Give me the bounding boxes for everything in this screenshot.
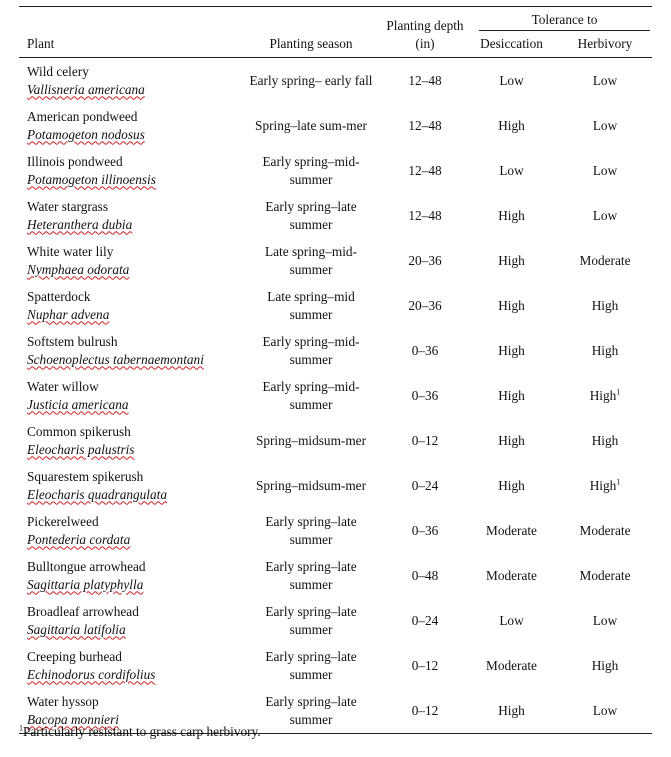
table-row bbox=[19, 598, 652, 643]
header-tolerance-group bbox=[465, 7, 652, 32]
herbivory-tolerance-cell bbox=[558, 508, 652, 553]
planting-depth-cell: 12–48 bbox=[408, 72, 442, 88]
planting-depth-cell: 0–24 bbox=[411, 477, 439, 493]
desiccation-tolerance-cell: Low bbox=[499, 612, 524, 628]
planting-depth-cell: 0–36 bbox=[411, 522, 439, 538]
herbivory-value: Low bbox=[592, 162, 618, 178]
herbivory-tolerance-cell bbox=[558, 643, 652, 688]
planting-depth-cell: 12–48 bbox=[408, 162, 442, 178]
plant-common-name: Pickerelweed bbox=[27, 513, 99, 529]
plant-common-name: Water hyssop bbox=[27, 693, 99, 709]
planting-season-cell: Spring–midsum-mer bbox=[255, 477, 367, 493]
plant-common-name: Spatterdock bbox=[27, 288, 91, 304]
herbivory-tolerance-cell bbox=[558, 193, 652, 238]
plant-scientific-name: Echinodorus cordifolius bbox=[27, 666, 156, 682]
planting-season-cell: Early spring–mid-summer bbox=[262, 378, 360, 412]
table-body bbox=[19, 58, 652, 734]
plant-scientific-name: Nymphaea odorata bbox=[27, 261, 130, 277]
planting-depth-cell: 0–36 bbox=[411, 342, 439, 358]
footnote-mark: 1 bbox=[19, 723, 23, 733]
desiccation-tolerance-cell: High bbox=[498, 432, 525, 448]
table-row bbox=[19, 193, 652, 238]
plant-common-name: Water stargrass bbox=[27, 198, 109, 214]
plant-cell bbox=[19, 508, 237, 553]
plant-common-name: Bulltongue arrowhead bbox=[27, 558, 146, 574]
desiccation-tolerance-cell: Low bbox=[499, 72, 524, 88]
plant-scientific-name: Eleocharis palustris bbox=[27, 441, 135, 457]
desiccation-tolerance-cell: High bbox=[498, 207, 525, 223]
footnote-reference: 1 bbox=[616, 387, 621, 397]
desiccation-tolerance-cell: Moderate bbox=[486, 567, 537, 583]
header-plant: Plant bbox=[19, 31, 237, 58]
herbivory-value: Moderate bbox=[579, 252, 631, 268]
herbivory-tolerance-cell bbox=[558, 418, 652, 463]
planting-depth-cell: 0–36 bbox=[411, 387, 439, 403]
plant-scientific-name: Potamogeton nodosus bbox=[27, 126, 145, 142]
desiccation-tolerance-cell: High bbox=[498, 117, 525, 133]
desiccation-tolerance-cell: Moderate bbox=[486, 522, 537, 538]
planting-season-cell: Early spring–late summer bbox=[237, 688, 385, 734]
herbivory-tolerance-cell bbox=[558, 463, 652, 508]
table-row bbox=[19, 148, 652, 193]
herbivory-tolerance-cell bbox=[558, 553, 652, 598]
table-row bbox=[19, 373, 652, 418]
herbivory-value: Low bbox=[592, 612, 618, 628]
desiccation-tolerance-cell: High bbox=[498, 477, 525, 493]
plant-cell bbox=[19, 328, 237, 373]
herbivory-tolerance-cell bbox=[558, 283, 652, 328]
plant-cell bbox=[19, 373, 237, 418]
herbivory-tolerance-cell bbox=[558, 58, 652, 104]
plant-scientific-name: Sagittaria latifolia bbox=[27, 621, 126, 637]
plant-common-name: White water lily bbox=[27, 243, 114, 259]
plant-cell bbox=[19, 148, 237, 193]
planting-depth-cell: 0–12 bbox=[411, 432, 439, 448]
table-row bbox=[19, 418, 652, 463]
planting-depth-cell: 12–48 bbox=[408, 207, 442, 223]
herbivory-tolerance-cell bbox=[558, 103, 652, 148]
table-row bbox=[19, 238, 652, 283]
plant-scientific-name: Sagittaria platyphylla bbox=[27, 576, 144, 592]
plant-cell bbox=[19, 283, 237, 328]
plant-scientific-name: Vallisneria americana bbox=[27, 81, 145, 97]
herbivory-value: Moderate bbox=[579, 522, 631, 538]
herbivory-tolerance-cell bbox=[558, 598, 652, 643]
plant-cell bbox=[19, 418, 237, 463]
plant-common-name: Common spikerush bbox=[27, 423, 131, 439]
plant-common-name: Creeping burhead bbox=[27, 648, 122, 664]
planting-season-cell: Spring–late sum-mer bbox=[255, 117, 367, 133]
plant-cell bbox=[19, 598, 237, 643]
planting-season-cell: Early spring–late summer bbox=[265, 648, 357, 682]
header-herbivory: Herbivory bbox=[558, 31, 652, 58]
herbivory-tolerance-cell bbox=[558, 373, 652, 418]
herbivory-value: High bbox=[591, 657, 619, 673]
herbivory-value: Low bbox=[592, 207, 618, 223]
table-row bbox=[19, 643, 652, 688]
plant-cell bbox=[19, 238, 237, 283]
herbivory-value: Low bbox=[592, 702, 618, 718]
planting-season-cell: Early spring–late summer bbox=[265, 558, 357, 592]
herbivory-value: High bbox=[591, 342, 619, 358]
planting-season-cell: Spring–midsum-mer bbox=[255, 432, 367, 448]
plant-common-name: Water willow bbox=[27, 378, 99, 394]
plant-common-name: Squarestem spikerush bbox=[27, 468, 144, 484]
herbivory-tolerance-cell bbox=[558, 328, 652, 373]
planting-season-cell: Early spring–late summer bbox=[265, 603, 357, 637]
herbivory-value: Low bbox=[592, 72, 618, 88]
table-header bbox=[19, 7, 652, 58]
planting-season-cell: Late spring–mid-summer bbox=[265, 243, 357, 277]
plant-common-name: Illinois pondweed bbox=[27, 153, 123, 169]
table-row bbox=[19, 283, 652, 328]
desiccation-tolerance-cell: High bbox=[498, 252, 525, 268]
plant-scientific-name: Heteranthera dubia bbox=[27, 216, 133, 232]
plant-common-name: Broadleaf arrowhead bbox=[27, 603, 139, 619]
plant-table-container bbox=[19, 6, 652, 734]
plant-common-name: American pondweed bbox=[27, 108, 138, 124]
desiccation-tolerance-cell: High bbox=[465, 688, 558, 734]
planting-season-cell: Early spring–late summer bbox=[265, 513, 357, 547]
table-row bbox=[19, 553, 652, 598]
herbivory-tolerance-cell bbox=[558, 238, 652, 283]
herbivory-tolerance-cell bbox=[558, 688, 652, 734]
footnote-text: Particularly resistant to grass carp herbivory. bbox=[23, 724, 261, 739]
plant-scientific-name: Justicia americana bbox=[27, 396, 129, 412]
herbivory-value: Moderate bbox=[579, 567, 631, 583]
plant-common-name: Softstem bulrush bbox=[27, 333, 118, 349]
plant-common-name: Wild celery bbox=[27, 63, 89, 79]
herbivory-value: High bbox=[591, 432, 619, 448]
herbivory-value: High bbox=[589, 477, 617, 493]
plant-scientific-name: Pontederia cordata bbox=[27, 531, 131, 547]
plant-table bbox=[19, 6, 652, 734]
plant-scientific-name: Potamogeton illinoensis bbox=[27, 171, 156, 187]
planting-depth-cell: 20–36 bbox=[408, 252, 442, 268]
header-planting-depth: Planting depth (in) bbox=[385, 7, 465, 58]
plant-cell bbox=[19, 463, 237, 508]
desiccation-tolerance-cell: Moderate bbox=[486, 657, 537, 673]
plant-cell bbox=[19, 553, 237, 598]
footnote-reference: 1 bbox=[616, 477, 621, 487]
plant-scientific-name: Bacopa monnieri bbox=[27, 711, 119, 727]
herbivory-value: High bbox=[589, 387, 617, 403]
planting-depth-cell: 0–12 bbox=[411, 657, 439, 673]
header-planting-season: Planting season bbox=[237, 31, 385, 58]
planting-depth-cell: 0–48 bbox=[411, 567, 439, 583]
plant-scientific-name: Schoenoplectus tabernaemontani bbox=[27, 351, 204, 367]
planting-season-cell: Late spring–mid summer bbox=[267, 288, 355, 322]
planting-season-cell: Early spring–mid-summer bbox=[262, 153, 360, 187]
header-tolerance-to: Tolerance to bbox=[479, 11, 650, 31]
footnote bbox=[19, 724, 261, 740]
plant-cell bbox=[19, 193, 237, 238]
herbivory-tolerance-cell bbox=[558, 148, 652, 193]
plant-scientific-name: Eleocharis quadrangulata bbox=[27, 486, 167, 502]
table-row bbox=[19, 103, 652, 148]
planting-depth-cell: 12–48 bbox=[408, 117, 442, 133]
table-row bbox=[19, 58, 652, 104]
plant-cell bbox=[19, 103, 237, 148]
desiccation-tolerance-cell: High bbox=[498, 387, 525, 403]
plant-scientific-name: Nuphar advena bbox=[27, 306, 110, 322]
planting-depth-cell: 0–12 bbox=[385, 688, 465, 734]
desiccation-tolerance-cell: High bbox=[498, 297, 525, 313]
table-row bbox=[19, 463, 652, 508]
plant-cell bbox=[19, 643, 237, 688]
table-row bbox=[19, 328, 652, 373]
planting-depth-cell: 0–24 bbox=[411, 612, 439, 628]
header-spacer bbox=[19, 7, 237, 32]
header-desiccation: Desiccation bbox=[465, 31, 558, 58]
table-row bbox=[19, 508, 652, 553]
header-spacer bbox=[237, 7, 385, 32]
planting-season-cell: Early spring– early fall bbox=[249, 72, 373, 88]
planting-season-cell: Early spring–mid-summer bbox=[262, 333, 360, 367]
plant-cell bbox=[19, 58, 237, 104]
desiccation-tolerance-cell: High bbox=[498, 342, 525, 358]
desiccation-tolerance-cell: Low bbox=[499, 162, 524, 178]
herbivory-value: High bbox=[591, 297, 619, 313]
planting-season-cell: Early spring–late summer bbox=[265, 198, 357, 232]
herbivory-value: Low bbox=[592, 117, 618, 133]
planting-depth-cell: 20–36 bbox=[408, 297, 442, 313]
